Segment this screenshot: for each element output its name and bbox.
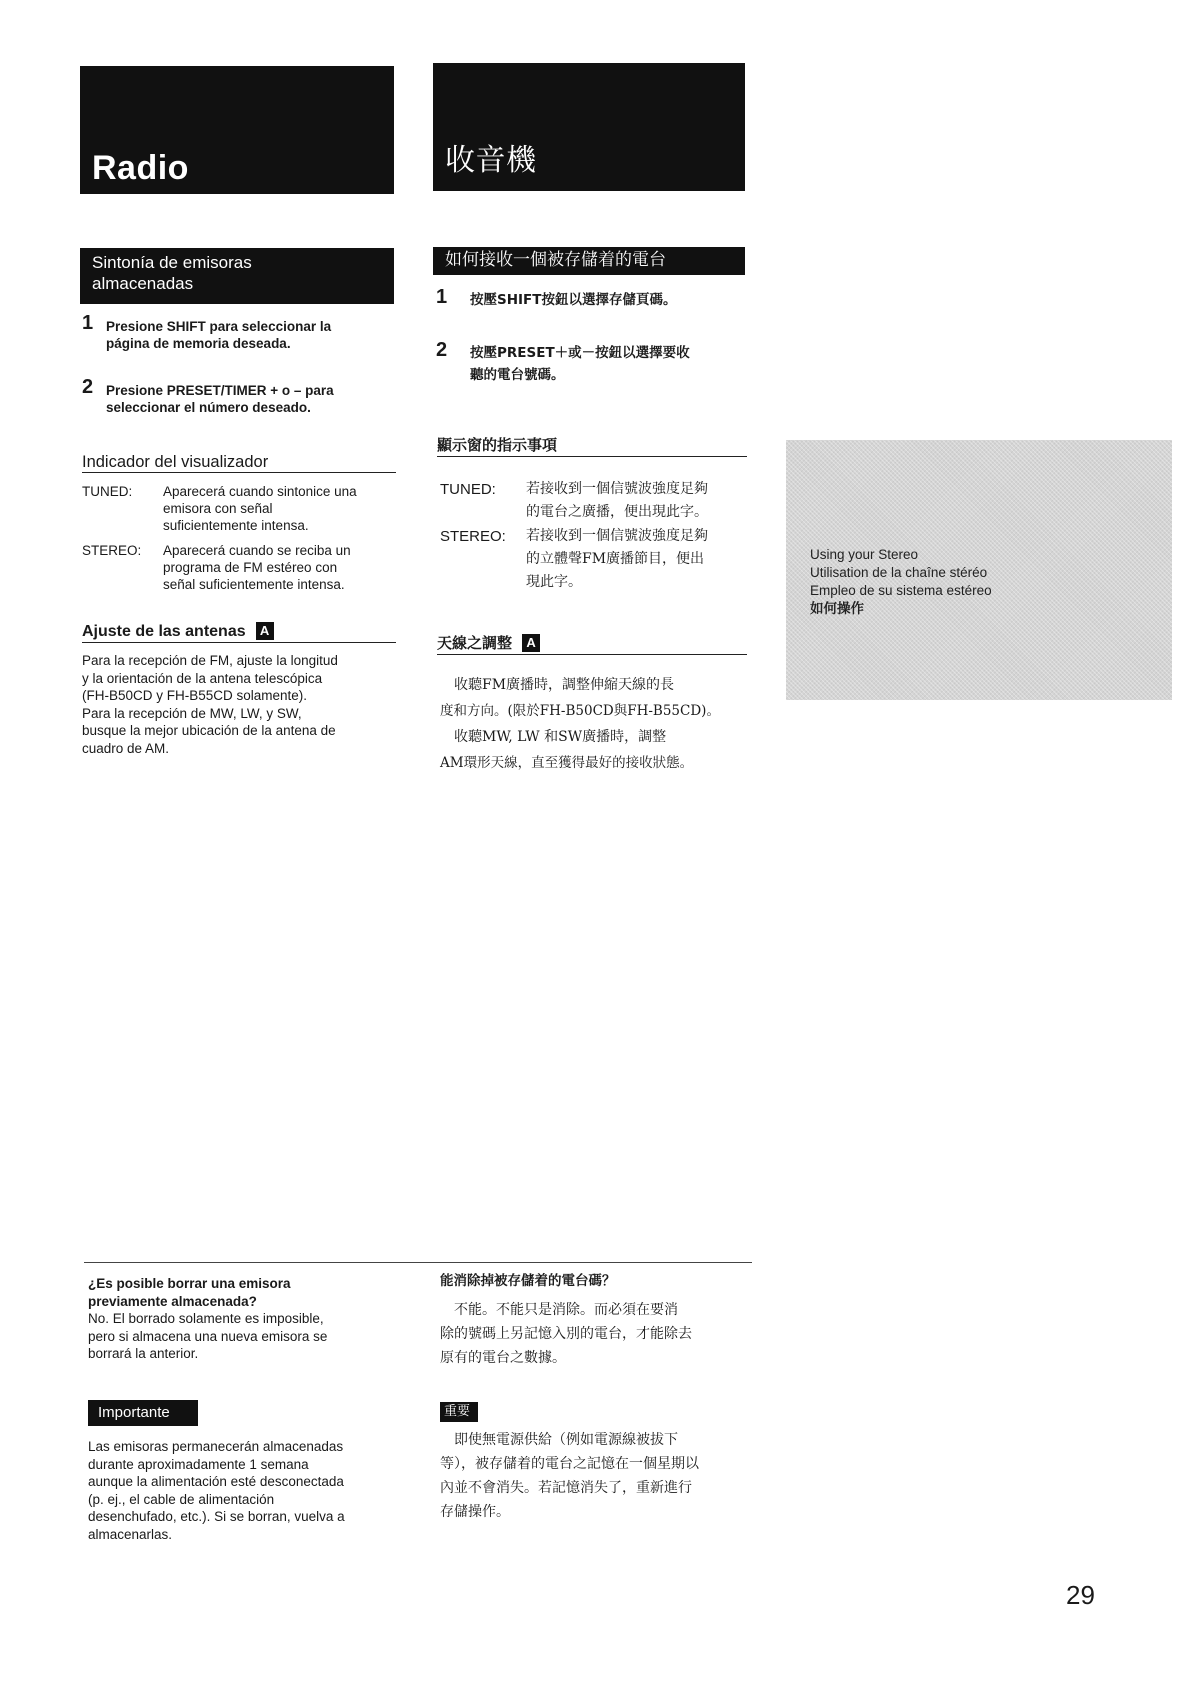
paragraph-line: Para la recepción de FM, ajuste la longitud xyxy=(82,653,338,668)
paragraph-line: almacenarlas. xyxy=(88,1526,173,1542)
antenna-heading-es xyxy=(82,622,396,643)
faq-answer: borrará la anterior. xyxy=(88,1346,199,1361)
faq-zh xyxy=(440,1273,760,1291)
step-text: seleccionar el número deseado. xyxy=(106,400,311,415)
step-text: Presione PRESET/TIMER + o – para xyxy=(106,383,334,398)
notes-divider xyxy=(84,1262,752,1263)
page-title-zh: 收音機 xyxy=(445,143,537,178)
indicator-label: STEREO: xyxy=(440,528,506,545)
important-label-zh: 重要 xyxy=(440,1402,478,1422)
indicator-text: 若接收到一個信號波強度足夠 xyxy=(526,528,708,544)
paragraph-line: busque la mejor ubicación de la antena de xyxy=(82,723,336,738)
indicator-text: emisora con señal xyxy=(163,501,273,516)
faq-answer: 除的號碼上另記憶入別的電台，才能除去 xyxy=(440,1326,692,1342)
section-heading-es-line1: Sintonía de emisoras xyxy=(92,253,252,272)
indicator-label: TUNED: xyxy=(440,481,496,498)
indicator-label: STEREO: xyxy=(82,543,142,558)
paragraph-line: 收聽FM廣播時，調整伸縮天線的長 xyxy=(440,677,675,693)
figure-a-badge: A xyxy=(522,634,540,652)
faq-answer: 原有的電台之數據。 xyxy=(440,1350,566,1366)
paragraph-line: 即使無電源供給（例如電源線被拔下 xyxy=(440,1432,678,1448)
chapter-label-fr: Utilisation de la chaîne stéréo xyxy=(810,565,988,580)
faq-question: ¿Es posible borrar una emisora xyxy=(88,1276,291,1291)
figure-a-badge: A xyxy=(256,622,274,640)
paragraph-line: 收聽MW, LW 和SW廣播時，調整 xyxy=(440,729,667,745)
indicator-text: señal suficientemente intensa. xyxy=(163,577,345,592)
indicator-text: 的立體聲FM廣播節目，便出 xyxy=(526,551,705,567)
indicator-heading-es: Indicador del visualizador xyxy=(82,452,396,473)
paragraph-line: Las emisoras permanecerán almacenadas xyxy=(88,1439,344,1454)
paragraph-line: Para la recepción de MW, LW, y SW, xyxy=(82,705,302,721)
section-heading-es xyxy=(80,248,394,304)
faq-es xyxy=(88,1275,408,1363)
antenna-heading-text: Ajuste de las antenas xyxy=(82,623,246,640)
antenna-heading-text: 天線之調整 xyxy=(437,634,513,652)
paragraph-line: cuadro de AM. xyxy=(82,740,170,756)
indicator-label: TUNED: xyxy=(82,484,133,499)
step-number: 2 xyxy=(82,376,94,398)
title-banner-zh xyxy=(433,63,745,191)
paragraph-line: 度和方向。(限於FH-B50CD與FH-B55CD)。 xyxy=(440,703,720,719)
step-text: 聽的電台號碼。 xyxy=(470,367,565,383)
important-text-zh xyxy=(440,1428,760,1524)
indicator-text: 若接收到一個信號波強度足夠 xyxy=(526,481,708,497)
step-number: 2 xyxy=(436,339,448,361)
faq-answer: No. El borrado solamente es imposible, xyxy=(88,1311,324,1326)
chapter-label-es: Empleo de su sistema estéreo xyxy=(810,583,992,598)
paragraph-line: 存儲操作。 xyxy=(440,1504,510,1520)
chapter-index-box xyxy=(786,440,1172,700)
indicator-heading-zh: 顯示窗的指示事項 xyxy=(437,434,747,457)
faq-question: previamente almacenada? xyxy=(88,1293,257,1309)
chapter-label-en: Using your Stereo xyxy=(810,547,919,562)
paragraph-line: desenchufado, etc.). Si se borran, vuelva a xyxy=(88,1509,345,1524)
section-heading-zh xyxy=(433,247,745,275)
page-number: 29 xyxy=(1066,1580,1095,1610)
important-label-es: Importante xyxy=(88,1400,198,1426)
faq-answer: pero si almacena una nueva emisora se xyxy=(88,1328,328,1344)
antenna-heading-zh xyxy=(437,632,747,655)
paragraph-line: 等），被存儲着的電台之記憶在一個星期以 xyxy=(440,1456,699,1472)
chapter-label-zh: 如何操作 xyxy=(810,601,864,617)
indicator-text: suficientemente intensa. xyxy=(163,518,309,533)
faq-answer: 不能。不能只是消除。而必須在要消 xyxy=(440,1302,678,1318)
paragraph-line: y la orientación de la antena telescópica xyxy=(82,670,323,686)
page-title-es: Radio xyxy=(92,149,189,187)
antenna-text-zh xyxy=(440,672,760,776)
section-heading-es-line2: almacenadas xyxy=(92,274,194,293)
step-text: Presione SHIFT para seleccionar la xyxy=(106,319,332,334)
indicator-text: programa de FM estéreo con xyxy=(163,560,338,575)
paragraph-line: aunque la alimentación esté desconectada xyxy=(88,1474,344,1489)
paragraph-line: (FH-B50CD y FH-B55CD solamente). xyxy=(82,688,308,703)
antenna-text-es xyxy=(82,652,402,757)
paragraph-line: AM環形天線，直至獲得最好的接收狀態。 xyxy=(440,755,694,771)
paragraph-line: durante aproximadamente 1 semana xyxy=(88,1456,309,1472)
title-banner-es xyxy=(80,66,394,194)
step-text: página de memoria deseada. xyxy=(106,336,291,351)
indicator-text: Aparecerá cuando se reciba un xyxy=(163,543,351,558)
step-text: 按壓SHIFT按鈕以選擇存儲頁碼。 xyxy=(470,292,677,308)
paragraph-line: 內並不會消失。若記憶消失了，重新進行 xyxy=(440,1480,692,1496)
step-text: 按壓PRESET＋或－按鈕以選擇要收 xyxy=(470,345,690,361)
step-number: 1 xyxy=(436,286,448,308)
indicator-text: 現此字。 xyxy=(526,574,582,590)
step-number: 1 xyxy=(82,312,94,334)
important-text-es xyxy=(88,1438,408,1543)
faq-answer-zh xyxy=(440,1298,760,1370)
section-heading-zh-text: 如何接收一個被存儲着的電台 xyxy=(445,250,666,270)
indicator-text: Aparecerá cuando sintonice una xyxy=(163,484,357,499)
indicator-text: 的電台之廣播，便出現此字。 xyxy=(526,504,708,520)
paragraph-line: (p. ej., el cable de alimentación xyxy=(88,1491,275,1507)
faq-question: 能消除掉被存儲着的電台碼？ xyxy=(440,1273,616,1289)
